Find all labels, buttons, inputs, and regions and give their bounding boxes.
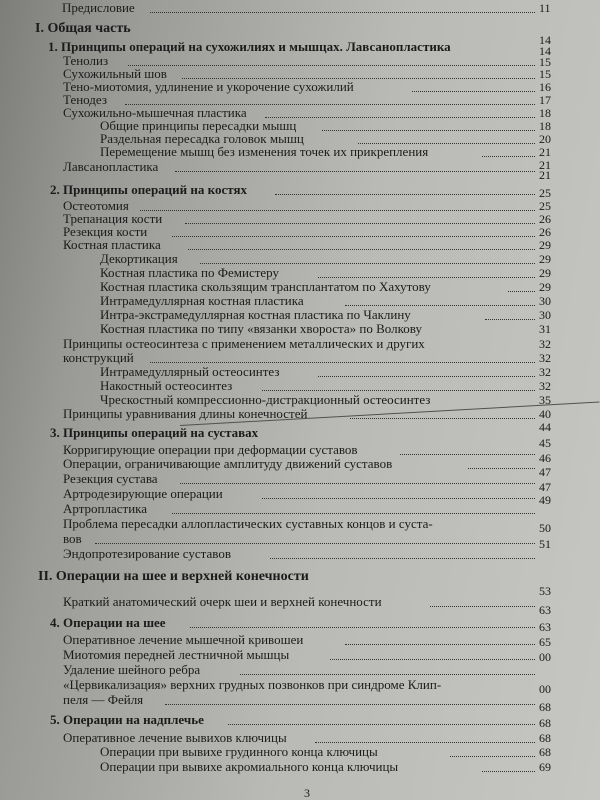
leader bbox=[318, 277, 535, 278]
leader bbox=[330, 659, 535, 660]
toc-page: 49 bbox=[539, 493, 551, 507]
toc-entry: Оперативное лечение мышечной кривошеи bbox=[63, 632, 304, 647]
leader bbox=[318, 376, 535, 377]
toc-entry: Резекция кости bbox=[63, 224, 148, 239]
toc-page: 18 bbox=[539, 106, 551, 120]
toc-part-title: II. Операции на шее и верхней конечности bbox=[38, 569, 309, 584]
toc-page: 29 bbox=[539, 238, 551, 252]
leader bbox=[450, 756, 535, 757]
leader bbox=[275, 194, 535, 195]
toc-page: 26 bbox=[539, 212, 551, 226]
toc-page: 68 bbox=[539, 745, 551, 759]
toc-entry: Сухожильный шов bbox=[63, 66, 167, 81]
toc-entry: пеля — Фейля bbox=[63, 692, 144, 707]
toc-chapter-title: 2. Принципы операций на костях bbox=[50, 182, 247, 197]
toc-page: 21 bbox=[539, 158, 551, 172]
toc-subentry: Общие принципы пересадки мышц bbox=[100, 118, 297, 133]
toc-page: 20 bbox=[539, 132, 551, 146]
toc-preface: Предисловие bbox=[62, 0, 135, 15]
toc-chapter-title: 4. Операции на шее bbox=[50, 615, 166, 630]
leader bbox=[128, 65, 535, 66]
leader bbox=[482, 156, 535, 157]
toc-entry: Артродезирующие операции bbox=[63, 486, 223, 501]
toc-page: 18 bbox=[539, 119, 551, 133]
toc-page: 45 bbox=[539, 436, 551, 450]
toc-page: 47 bbox=[539, 480, 551, 494]
toc-chapter-title: 3. Принципы операций на суставах bbox=[50, 425, 259, 440]
toc-page: 68 bbox=[539, 700, 551, 714]
leader bbox=[345, 644, 535, 645]
toc-page: 14 bbox=[539, 44, 551, 58]
toc-entry: конструкций bbox=[63, 350, 134, 365]
toc-page: 17 bbox=[539, 93, 551, 107]
leader bbox=[200, 263, 535, 264]
toc-subentry: Костная пластика по типу «вязанки хвороста» по Волкову bbox=[100, 321, 422, 336]
toc-subentry: Костная пластика скользящим трансплантатом по Хахутову bbox=[100, 279, 431, 294]
toc-entry: Корригирующие операции при деформации суставов bbox=[63, 442, 358, 457]
leader bbox=[150, 362, 535, 363]
toc-entry: Тено-миотомия, удлинение и укорочение сухожилий bbox=[63, 79, 354, 94]
toc-page: 32 bbox=[539, 365, 551, 379]
toc-page: 51 bbox=[539, 537, 551, 551]
toc-entry: Удаление шейного ребра bbox=[63, 662, 201, 677]
toc-entry: Тенодез bbox=[63, 92, 107, 107]
toc-subentry: Перемещение мышц без изменения точек их прикрепления bbox=[100, 144, 429, 159]
toc-entry: Миотомия передней лестничной мышцы bbox=[63, 647, 290, 662]
toc-page: 26 bbox=[539, 225, 551, 239]
toc-subentry: Раздельная пересадка головок мышц bbox=[100, 131, 304, 146]
leader bbox=[185, 223, 535, 224]
toc-entry: Тенолиз bbox=[63, 53, 109, 68]
toc-page: 50 bbox=[539, 521, 551, 535]
leader bbox=[172, 236, 535, 237]
leader bbox=[190, 627, 535, 628]
toc-page: 46 bbox=[539, 451, 551, 465]
toc-page: 69 bbox=[539, 760, 551, 774]
toc-entry: Принципы остеосинтеза с применением металлических и других bbox=[63, 336, 425, 351]
toc-entry: Краткий анатомический очерк шеи и верхней конечности bbox=[63, 594, 382, 609]
toc-page: 32 bbox=[539, 379, 551, 393]
toc-entry: Эндопротезирование суставов bbox=[63, 546, 231, 561]
leader bbox=[270, 558, 535, 559]
toc-entry: Артропластика bbox=[63, 501, 148, 516]
toc-page: 68 bbox=[539, 731, 551, 745]
leader bbox=[140, 210, 535, 211]
toc-page: 30 bbox=[539, 294, 551, 308]
toc-page: 68 bbox=[539, 716, 551, 730]
leader bbox=[482, 771, 535, 772]
toc-subentry: Накостный остеосинтез bbox=[100, 378, 233, 393]
toc-page: 14 bbox=[539, 33, 551, 47]
leader bbox=[350, 418, 535, 419]
leader bbox=[228, 724, 535, 725]
leader bbox=[322, 130, 535, 131]
leader bbox=[150, 12, 535, 13]
toc-page: 29 bbox=[539, 266, 551, 280]
toc-entry: Операции, ограничивающие амплитуду движений суставов bbox=[63, 456, 393, 471]
toc-subentry: Декортикация bbox=[100, 251, 178, 266]
toc-page: 53 bbox=[539, 584, 551, 598]
toc-entry: Костная пластика bbox=[63, 237, 161, 252]
toc-entry: Принципы уравнивания длины конечностей bbox=[63, 406, 308, 421]
toc-subentry: Операции при вывихе акромиального конца ключицы bbox=[100, 759, 399, 774]
page-number: 3 bbox=[304, 786, 310, 800]
toc-page: 29 bbox=[539, 280, 551, 294]
toc-part-title: I. Общая часть bbox=[35, 21, 131, 36]
toc-page: 15 bbox=[539, 67, 551, 81]
toc-page: 29 bbox=[539, 252, 551, 266]
toc-page: 16 bbox=[539, 80, 551, 94]
toc-page: 30 bbox=[539, 308, 551, 322]
toc-page: 47 bbox=[539, 465, 551, 479]
toc-page: 35 bbox=[539, 393, 551, 407]
toc-entry: Резекция сустава bbox=[63, 471, 158, 486]
toc-subentry: Интрамедуллярный остеосинтез bbox=[100, 364, 280, 379]
toc-entry: Лавсанопластика bbox=[63, 159, 159, 174]
toc-page: 65 bbox=[539, 635, 551, 649]
toc-entry: Оперативное лечение вывихов ключицы bbox=[63, 730, 287, 745]
toc-page: 11 bbox=[539, 1, 551, 15]
leader bbox=[265, 117, 535, 118]
leader bbox=[188, 249, 535, 250]
toc-page: 31 bbox=[539, 322, 551, 336]
toc-subentry: Операции при вывихе грудинного конца ключицы bbox=[100, 744, 378, 759]
toc-page: 00 bbox=[539, 650, 551, 664]
leader bbox=[345, 305, 535, 306]
toc-page: 25 bbox=[539, 199, 551, 213]
toc-entry: Проблема пересадки аллопластических суставных концов и суста- bbox=[63, 516, 433, 531]
leader bbox=[468, 468, 535, 469]
leader bbox=[430, 606, 535, 607]
toc-page: 63 bbox=[539, 620, 551, 634]
toc-page: 25 bbox=[539, 186, 551, 200]
toc-subentry: Интра-экстрамедуллярная костная пластика по Чаклину bbox=[100, 307, 411, 322]
leader bbox=[95, 543, 535, 544]
leader bbox=[508, 291, 535, 292]
toc-entry: Трепанация кости bbox=[63, 211, 163, 226]
toc-page: 32 bbox=[539, 351, 551, 365]
toc-page: 44 bbox=[539, 420, 551, 434]
toc-chapter-title: 5. Операции на надплечье bbox=[50, 712, 204, 727]
toc-chapter-title: 1. Принципы операций на сухожилиях и мышцах. Лавсанопластика bbox=[48, 39, 451, 54]
leader bbox=[485, 319, 535, 320]
toc-page: 15 bbox=[539, 55, 551, 69]
toc-page: 21 bbox=[539, 168, 551, 182]
toc-page: 00 bbox=[539, 682, 551, 696]
toc-page: 21 bbox=[539, 145, 551, 159]
toc-page: 63 bbox=[539, 603, 551, 617]
toc-subentry: Чрескостный компрессионно-дистракционный остеосинтез bbox=[100, 392, 431, 407]
leader bbox=[400, 454, 535, 455]
toc-entry: Сухожильно-мышечная пластика bbox=[63, 105, 247, 120]
leader bbox=[180, 483, 535, 484]
leader bbox=[315, 742, 535, 743]
leader bbox=[175, 171, 535, 172]
leader bbox=[412, 91, 535, 92]
leader bbox=[240, 674, 535, 675]
toc-entry: Остеотомия bbox=[63, 198, 129, 213]
leader bbox=[262, 390, 535, 391]
leader bbox=[262, 498, 535, 499]
leader bbox=[165, 704, 535, 705]
toc-subentry: Костная пластика по Фемистеру bbox=[100, 265, 279, 280]
toc-entry: «Цервикализация» верхних грудных позвонков при синдроме Клип- bbox=[63, 677, 442, 692]
leader bbox=[172, 513, 535, 514]
toc-entry: вов bbox=[63, 531, 82, 546]
toc-page: 32 bbox=[539, 337, 551, 351]
toc-subentry: Интрамедуллярная костная пластика bbox=[100, 293, 304, 308]
toc-page: 40 bbox=[539, 407, 551, 421]
